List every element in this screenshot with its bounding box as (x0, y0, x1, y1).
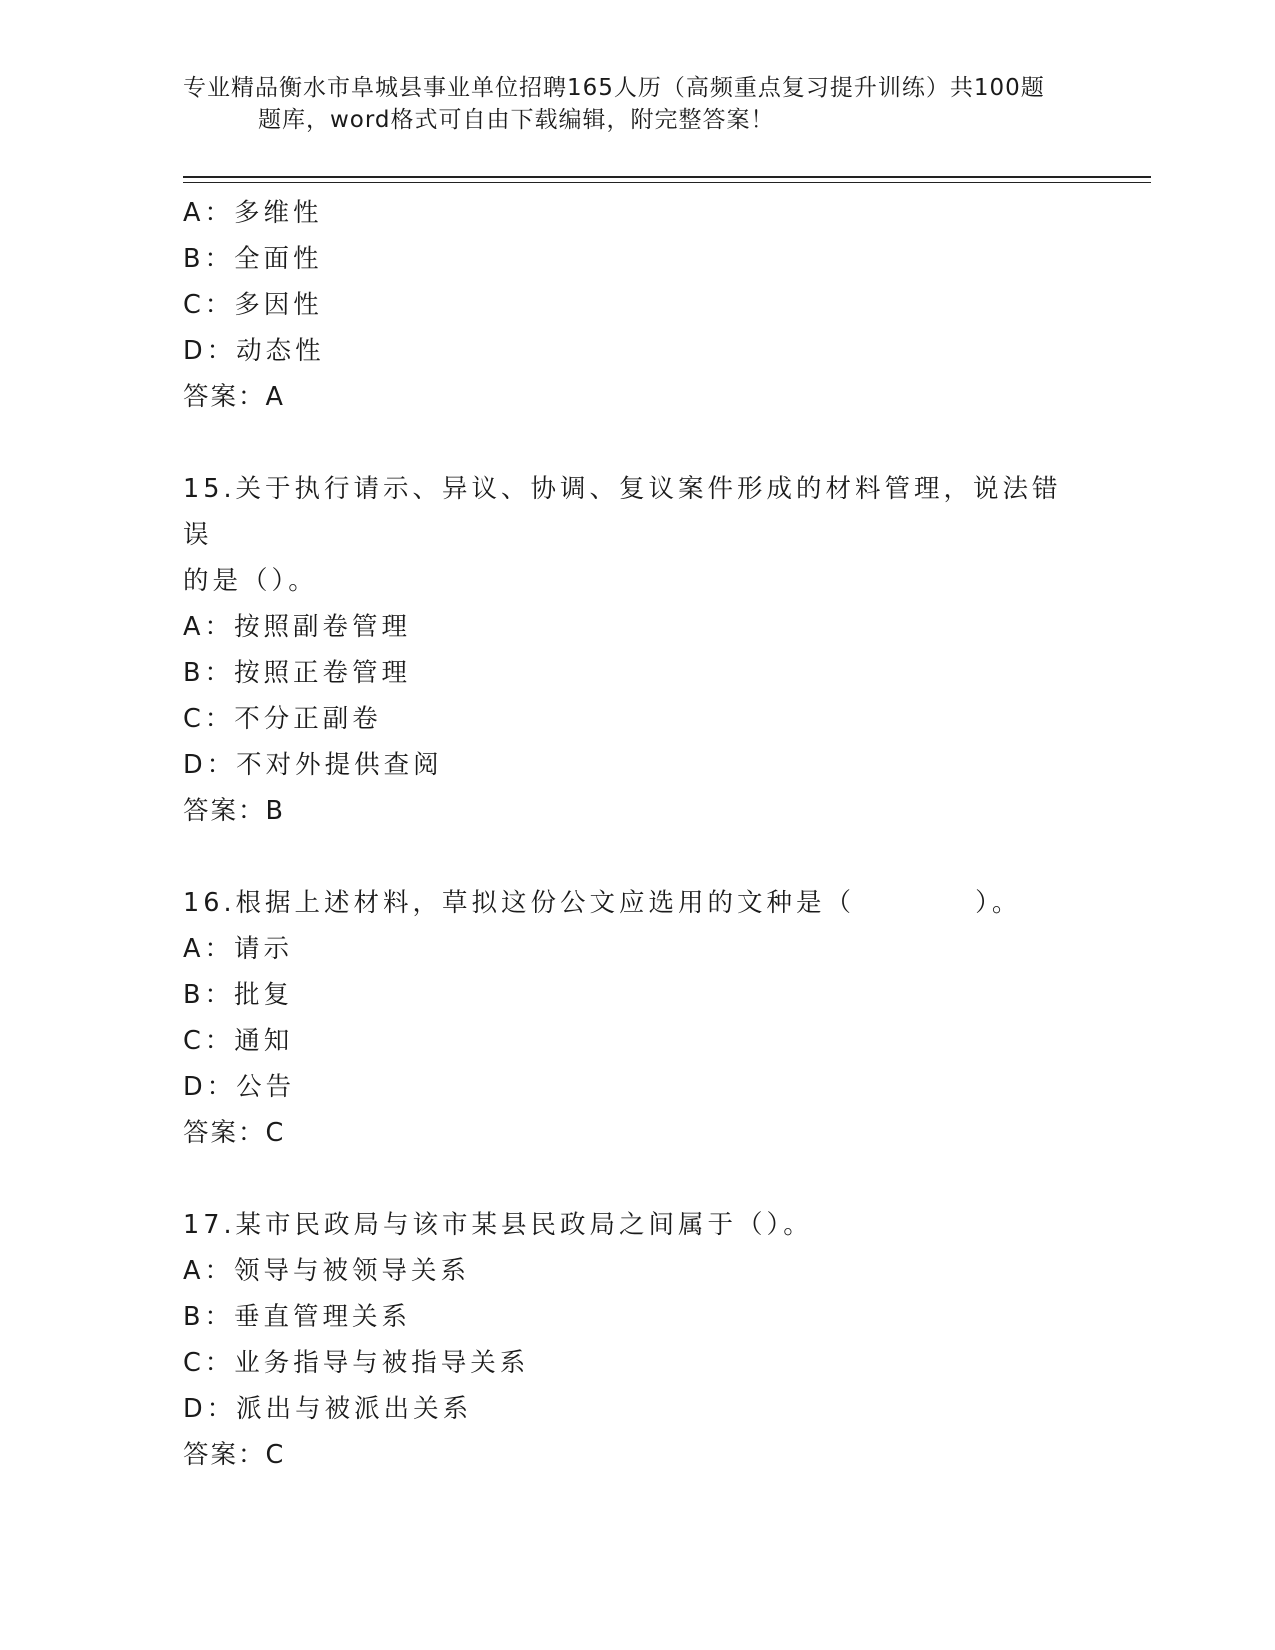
q15-option-c: C：不分正副卷 (183, 704, 382, 734)
q15-stem-line1: 15.关于执行请示、异议、协调、复议案件形成的材料管理，说法错误 (183, 474, 1062, 550)
q17-stem: 17.某市民政局与该市某县民政局之间属于（）。 (183, 1210, 813, 1240)
q17-option-c: C：业务指导与被指导关系 (183, 1348, 530, 1378)
header-divider-thin (183, 182, 1151, 183)
q17-option-b: B：垂直管理关系 (183, 1302, 411, 1332)
q17-answer: 答案：C (183, 1440, 286, 1470)
question-16 (183, 880, 1083, 1156)
q14-option-d: D：动态性 (183, 336, 325, 366)
q16-stem-part1: 16.根据上述材料，草拟这份公文应选用的文种是（ (183, 888, 856, 918)
q16-stem-part2: ）。 (975, 888, 1022, 918)
header-title-line2: 题库，word格式可自由下载编辑，附完整答案！ (258, 107, 775, 133)
header-title-line1: 专业精品衡水市阜城县事业单位招聘165人历（高频重点复习提升训练）共100题 (183, 75, 1045, 101)
q15-stem-line2: 的是（）。 (183, 566, 318, 596)
q14-option-a: A：多维性 (183, 198, 323, 228)
q14-option-b: B：全面性 (183, 244, 323, 274)
document-header (183, 72, 1083, 136)
header-divider-thick (183, 176, 1151, 178)
q16-option-a: A：请示 (183, 934, 293, 964)
q17-option-a: A：领导与被领导关系 (183, 1256, 470, 1286)
question-14-continued (183, 190, 1083, 420)
q15-option-d: D：不对外提供查阅 (183, 750, 443, 780)
q14-answer: 答案：A (183, 382, 285, 412)
question-15 (183, 466, 1083, 834)
question-17 (183, 1202, 1083, 1478)
q15-option-b: B：按照正卷管理 (183, 658, 411, 688)
q16-answer: 答案：C (183, 1118, 286, 1148)
q15-option-a: A：按照副卷管理 (183, 612, 411, 642)
q16-option-c: C：通知 (183, 1026, 294, 1056)
q15-answer: 答案：B (183, 796, 285, 826)
q16-option-b: B：批复 (183, 980, 293, 1010)
q16-option-d: D：公告 (183, 1072, 296, 1102)
q17-option-d: D：派出与被派出关系 (183, 1394, 473, 1424)
q16-stem (183, 880, 1083, 926)
q14-option-c: C：多因性 (183, 290, 323, 320)
question-content (183, 190, 1083, 1478)
